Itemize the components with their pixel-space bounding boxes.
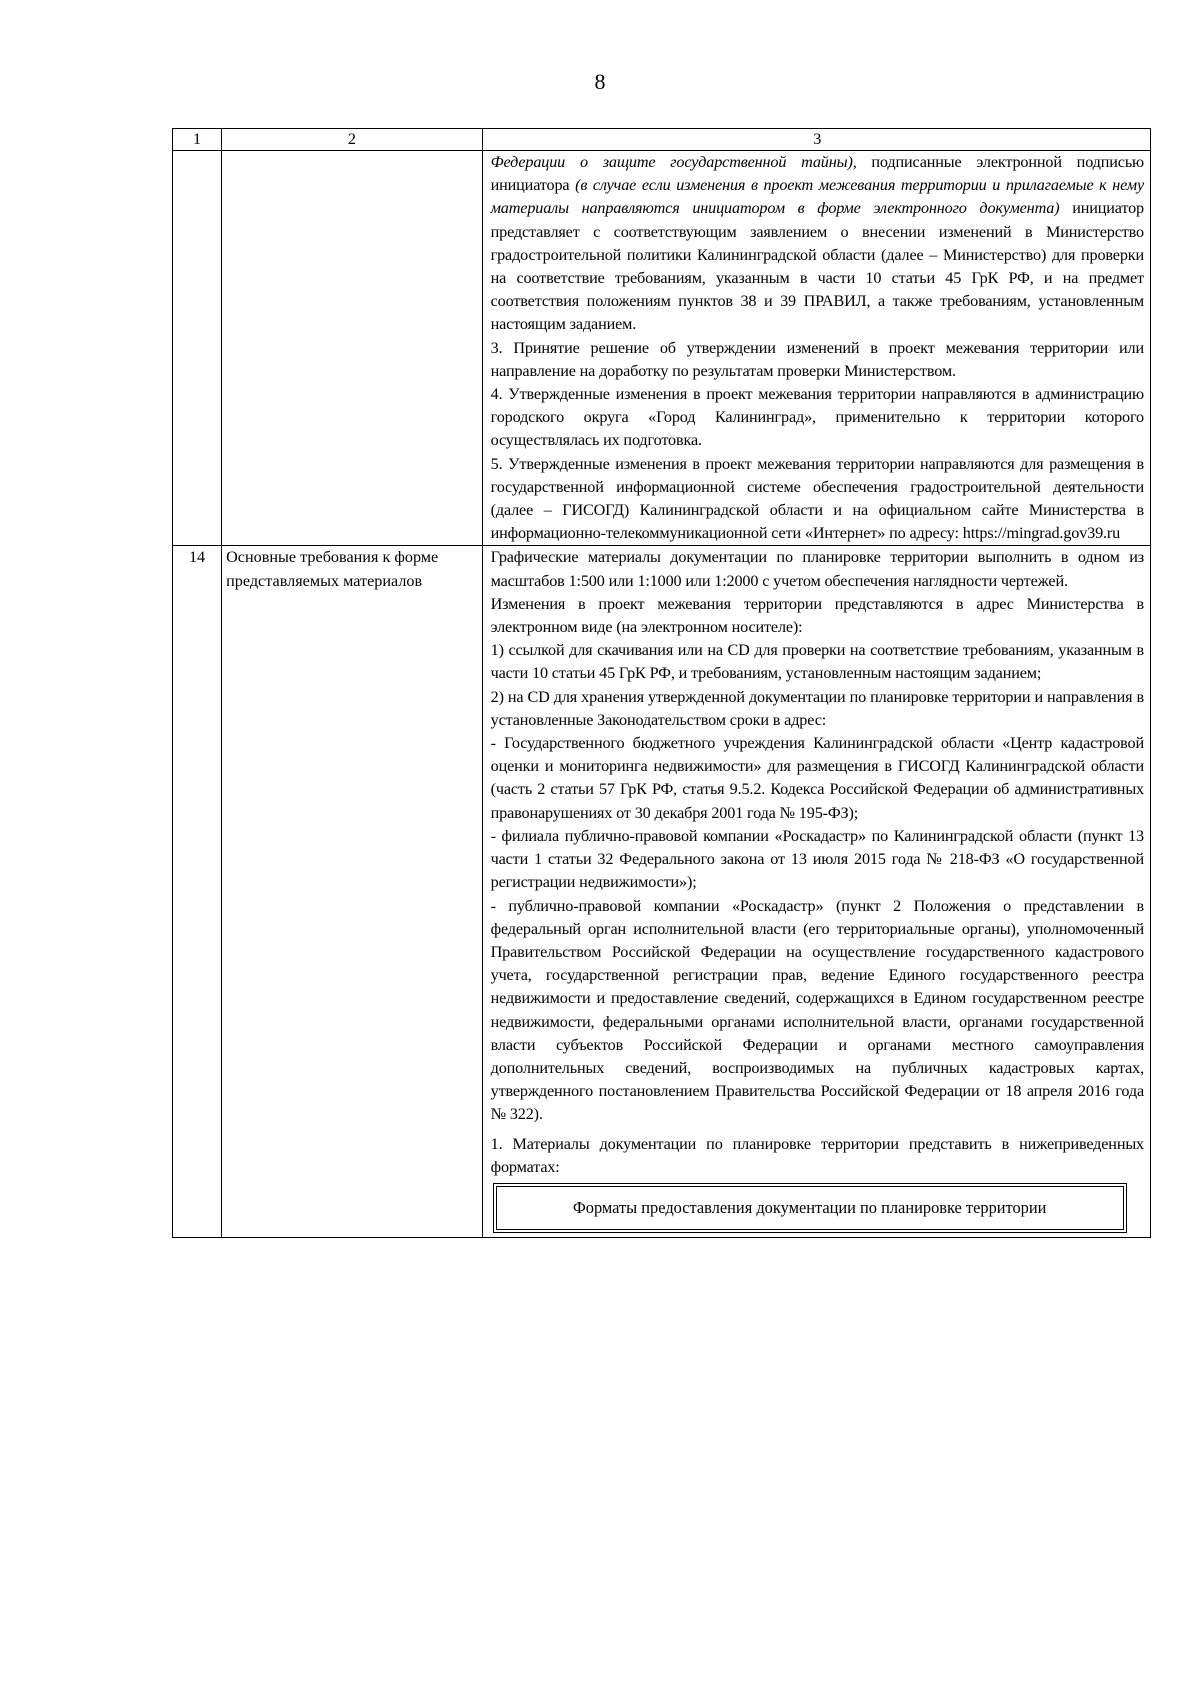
table-header-row — [173, 129, 1151, 151]
text-segment: инициатор представляет с соответствующим заявлением о внесении изменений в Министерство градостроительной политики Калининградской области (далее – Министерство) для проверки на соответствие требованиям, указанным в части 10 статьи 45 ГрК РФ, и на предмет соответствия положениям пунктов 38 и 39 ПРАВИЛ, а также требованиям, установленным настоящим заданием. — [490, 199, 1144, 334]
column-header-1: 1 — [173, 129, 222, 151]
paragraph-graphics-scale: Графические материалы документации по планировке территории выполнить в одном из масштабов 1:500 или 1:1000 или 1:2000 с учетом обеспечения наглядности чертежей. — [490, 548, 1144, 590]
row-content-cell — [482, 151, 1150, 546]
paragraph-item-5: 5. Утвержденные изменения в проект межевания территории направляются для размещения в государственной информационной системе обеспечения градостроительной деятельности (далее – ГИСОГД) Калининградской области и на официальном сайте Министерства в информационно-телекоммуникационной сети «Интернет» по адресу: https://mingrad.gov39.ru — [490, 454, 1144, 543]
text-segment: подписанные электронной подписью инициатора — [490, 153, 1144, 195]
text-segment: (в случае если изменения в проект межевания территории и прилагаемые к нему материалы направляются инициатором в форме электронного документа) — [490, 176, 1144, 218]
paragraph-recipient-roskadastr: - публично-правовой компании «Роскадастр» (пункт 2 Положения о представлении в федеральный орган исполнительной власти (его территориальные органы), уполномоченный Правительством Российской Федерации на осуществление государственного кадастрового учета, государственной регистрации прав, ведение Единого государственного реестра недвижимости и предоставление сведений, содержащихся в Едином государственном реестре недвижимости, федеральными органами исполнительной власти, органами государственной власти субъектов Российской Федерации и органами местного самоуправления дополнительных сведений, воспроизводимых на публичных кадастровых картах, утвержденного постановлением Правительства Российской Федерации от 18 апреля 2016 года № 322). — [490, 896, 1144, 1124]
requirements-table — [172, 128, 1151, 1238]
row-label-text: Основные требования к форме представляемых материалов — [226, 548, 439, 590]
page-number: 8 — [594, 69, 606, 94]
column-header-3: 3 — [482, 129, 1150, 151]
text-segment: Федерации о защите государственной тайны), — [490, 153, 857, 171]
formats-table-header: Форматы предоставления документации по планировке территории — [493, 1183, 1127, 1233]
paragraph-item-3: 3. Принятие решение об утверждении изменений в проект межевания территории или направление на доработку по результатам проверки Министерством. — [490, 338, 1144, 380]
paragraph-electronic-form: Изменения в проект межевания территории представляются в адрес Министерства в электронном виде (на электронном носителе): — [490, 594, 1144, 637]
paragraph-materials-formats: 1. Материалы документации по планировке территории представить в нижеприведенных форматах: — [490, 1134, 1144, 1176]
column-header-2: 2 — [222, 129, 483, 151]
paragraph-item-4: 4. Утвержденные изменения в проект межевания территории направляются в администрацию городского округа «Город Калининград», применительно к территории которого осуществлялась их подготовка. — [490, 385, 1144, 450]
paragraph-submission — [491, 151, 1144, 337]
row-label-cell — [222, 546, 483, 1237]
paragraph-option-2: 2) на CD для хранения утвержденной документации по планировке территории и направления в установленные Законодательством сроки в адрес: — [490, 687, 1144, 729]
paragraph-recipient-filial: - филиала публично-правовой компании «Роскадастр» по Калининградской области (пункт 13 части 1 статьи 32 Федерального закона от 13 июля 2015 года № 218-ФЗ «О государственной регистрации недвижимости»); — [490, 826, 1144, 892]
row-number-cell — [173, 151, 222, 546]
table-row-continued — [173, 151, 1151, 546]
table-row-14 — [173, 546, 1151, 1237]
row-content-cell — [482, 546, 1150, 1237]
row-label-cell — [222, 151, 483, 546]
paragraph-recipient-gbu: - Государственного бюджетного учреждения Калининградской области «Центр кадастровой оценки и мониторинга недвижимости» для размещения в ГИСОГД Калининградской области (часть 2 статьи 57 ГрК РФ, статья 9.5.2. Кодекса Российской Федерации об административных правонарушениях от 30 декабря 2001 года № 195-ФЗ); — [490, 734, 1144, 822]
row-number-cell: 14 — [173, 546, 222, 1237]
paragraph-option-1: 1) ссылкой для скачивания или на CD для проверки на соответствие требованиям, указанным в части 10 статьи 45 ГрК РФ, и требованиям, установленным настоящим заданием; — [490, 641, 1144, 683]
